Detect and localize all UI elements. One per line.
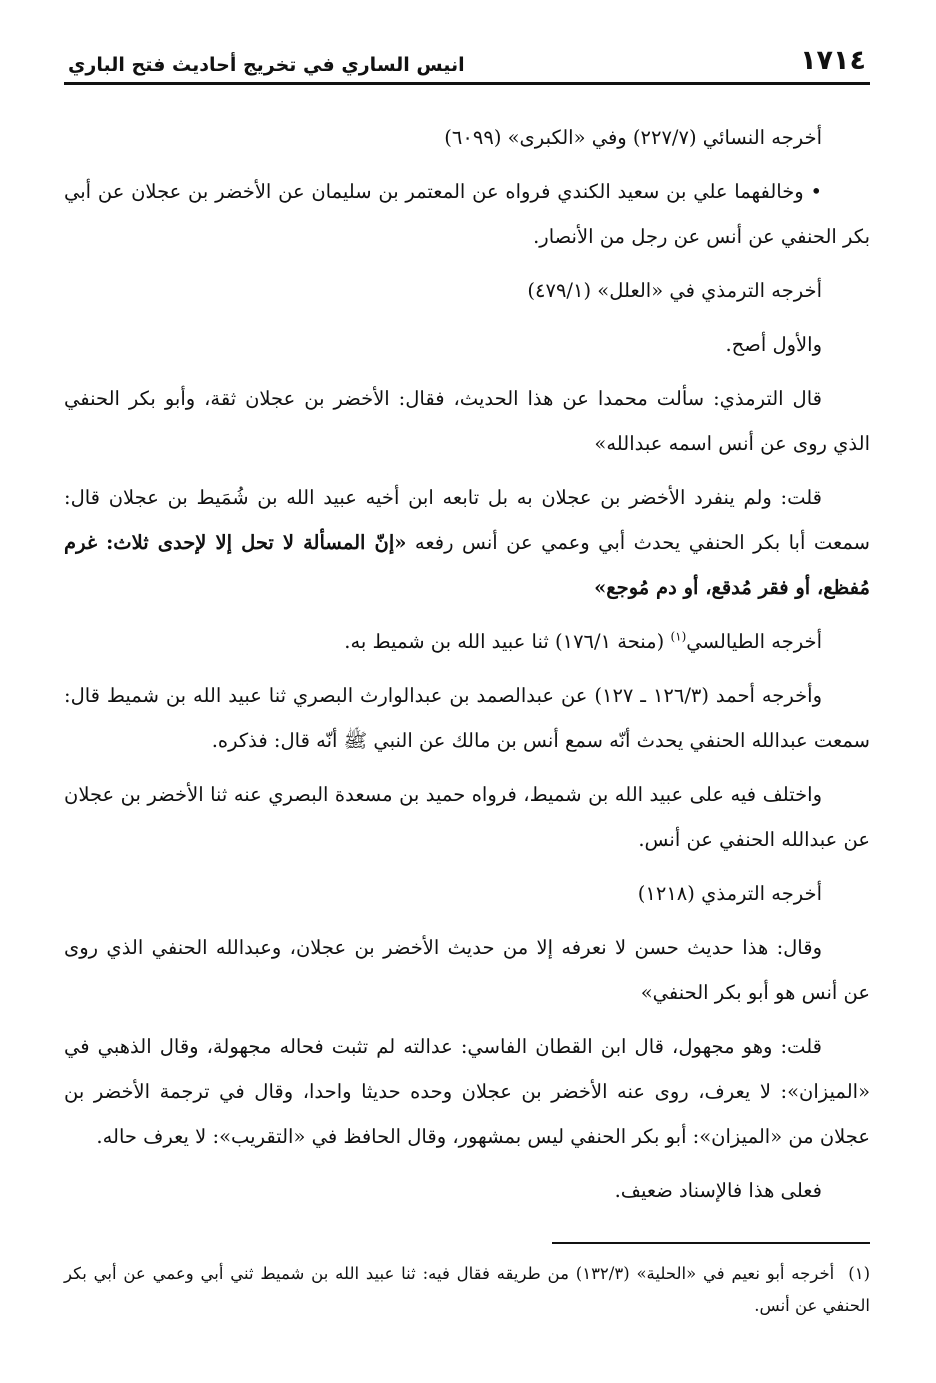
paragraph-tirmidhi-ilal: أخرجه الترمذي في «العلل» (٤٧٩/١): [527, 279, 822, 302]
running-header: [64, 30, 870, 85]
hadith-quote: «إنّ المسألة لا تحل إلا لإحدى ثلاث: غرم مُفظع، أو فقر مُدقع، أو دم مُوجع»: [64, 531, 870, 599]
paragraph-hadith-intro: قلت: ولم ينفرد الأخضر بن عجلان به بل تابعه ابن أخيه عبيد الله بن شُمَيط بن عجلان قال: سمعت أبا بكر الحنفي يحدث أبي وعمي عن أنس رفعه: [64, 486, 871, 554]
paragraph-hadith-text: [64, 475, 870, 610]
book-title: انيس الساري في تخريج أحاديث فتح الباري: [68, 54, 465, 76]
paragraph-tayalisi: [64, 619, 870, 664]
main-text: [64, 115, 870, 1213]
footnote-divider: [552, 1242, 870, 1244]
paragraph-majhul: قلت: وهو مجهول، قال ابن القطان الفاسي: عدالته لم تثبت فحاله مجهولة، وقال الذهبي في «الميزان»: لا يعرف، روى عنه الأخضر بن عجلان وحده حديثا واحدا، وقال في ترجمة الأخضر بن عجلان من «الميزان»: أبو بكر الحنفي ليس بمشهور، وقال الحافظ في «التقريب»: لا يعرف حاله.: [64, 1035, 870, 1148]
page-number: ١٧١٤: [800, 45, 866, 76]
footnote-1: [64, 1258, 870, 1322]
footnote-mark: (١): [848, 1264, 870, 1283]
tayalisi-lead: أخرجه الطيالسي: [686, 630, 822, 653]
paragraph-contradiction: • وخالفهما علي بن سعيد الكندي فرواه عن المعتمر بن سليمان عن الأخضر بن عجلان عن أبي بكر الحنفي عن أنس عن رجل من الأنصار.: [64, 180, 870, 248]
footnote-reference[interactable]: (١): [670, 629, 687, 644]
paragraph-first-correct: والأول أصح.: [725, 333, 822, 356]
paragraph-tirmidhi-said: قال الترمذي: سألت محمدا عن هذا الحديث، فقال: الأخضر بن عجلان ثقة، وأبو بكر الحنفي الذي روى عن أنس اسمه عبدالله»: [64, 387, 870, 455]
paragraph-nasai: أخرجه النسائي (٢٢٧/٧) وفي «الكبرى» (٦٠٩٩): [444, 126, 822, 149]
tayalisi-rest: (منحة ١٧٦/١) ثنا عبيد الله بن شميط به.: [344, 630, 671, 653]
footnote-text: أخرجه أبو نعيم في «الحلية» (١٣٢/٣) من طريقه فقال فيه: ثنا عبيد الله بن شميط ثني أبي وعمي عن أبي بكر الحنفي عن أنس.: [64, 1264, 870, 1315]
paragraph-conclusion: فعلى هذا فالإسناد ضعيف.: [614, 1179, 822, 1202]
paragraph-ahmad: وأخرجه أحمد (١٢٦/٣ ـ ١٢٧) عن عبدالصمد بن عبدالوارث البصري ثنا عبيد الله بن شميط قال: سمعت عبدالله الحنفي يحدث أنّه سمع أنس بن مالك عن النبي ﷺ أنّه قال: فذكره.: [64, 684, 870, 752]
paragraph-disagreement: واختلف فيه على عبيد الله بن شميط، فرواه حميد بن مسعدة البصري عنه ثنا الأخضر بن عجلان عن عبدالله الحنفي عن أنس.: [64, 783, 870, 851]
paragraph-tirmidhi-1218: أخرجه الترمذي (١٢١٨): [637, 882, 822, 905]
paragraph-tirmidhi-comment: وقال: هذا حديث حسن لا نعرفه إلا من حديث الأخضر بن عجلان، وعبدالله الحنفي الذي روى عن أنس هو أبو بكر الحنفي»: [64, 936, 870, 1004]
footnotes-section: [64, 1242, 870, 1322]
book-page: [64, 30, 871, 1315]
